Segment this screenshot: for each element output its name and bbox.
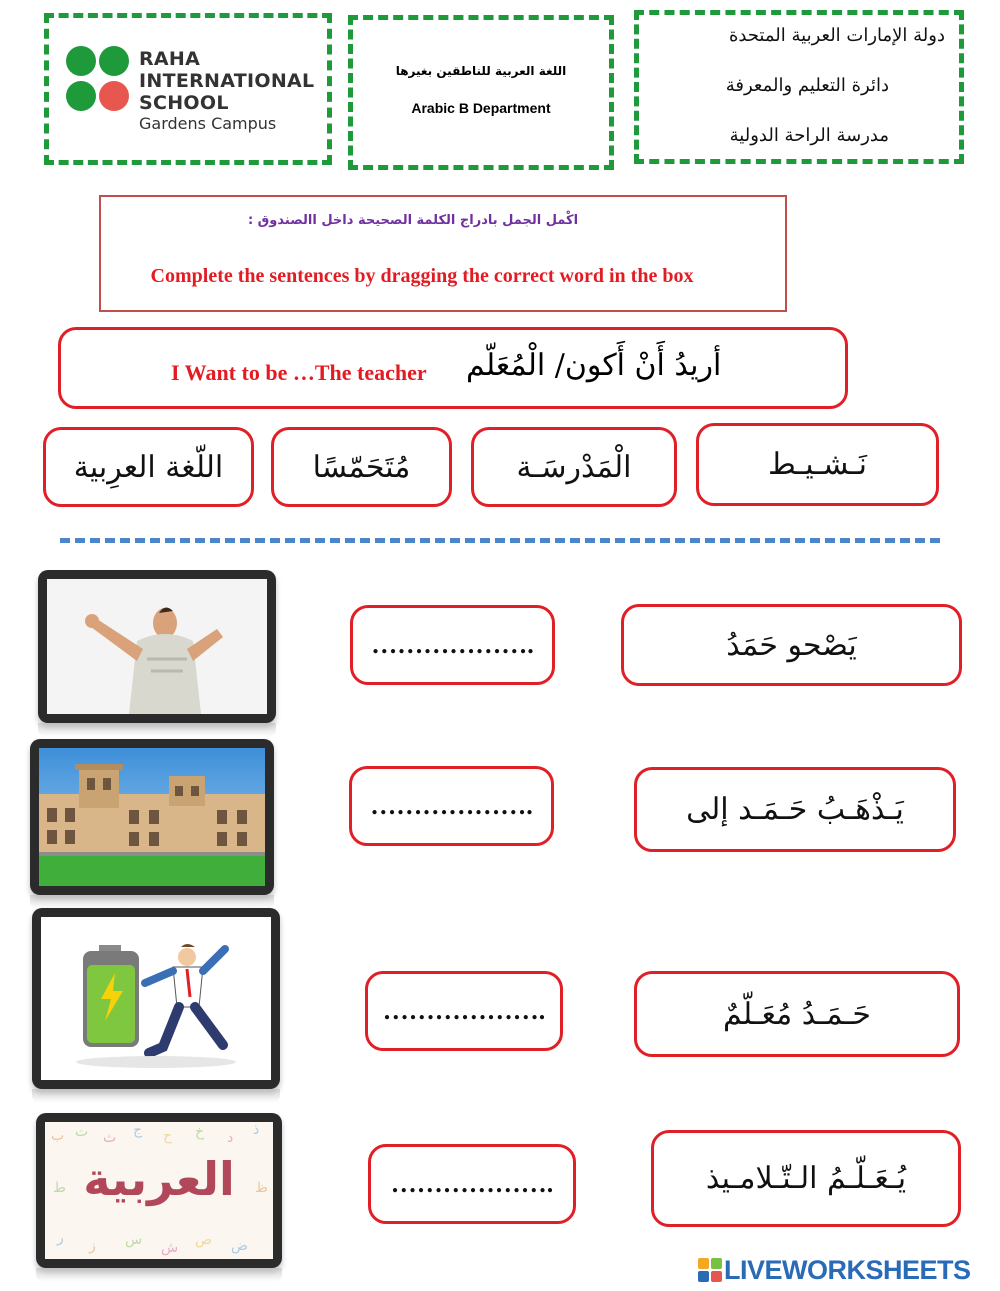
school-name-line1: RAHA (139, 48, 201, 70)
government-box (634, 10, 964, 164)
word-bank-label: مُتَحَمّسًا (312, 449, 411, 485)
battery-man-icon (41, 917, 271, 1080)
liveworksheets-brand: LIVEWORKSHEETS (724, 1254, 971, 1285)
answer-placeholder: ………………. (382, 996, 546, 1025)
school-name-line2: INTERNATIONAL (139, 70, 315, 92)
department-english: Arabic B Department (411, 100, 551, 116)
arabic-word-image-text: العربية (83, 1152, 235, 1206)
school-logo-box (44, 13, 332, 165)
logo-dot (99, 46, 129, 76)
example-box (58, 327, 848, 409)
section-separator (60, 538, 940, 543)
question-1-answer-drop[interactable] (350, 605, 555, 685)
question-3-sentence (634, 971, 960, 1057)
liveworksheets-logo[interactable] (698, 1255, 971, 1285)
svg-text:ر: ر (57, 1230, 64, 1246)
arabic-letters-icon (45, 1122, 273, 1259)
question-2-sentence (634, 767, 956, 852)
svg-text:ص: ص (195, 1232, 212, 1248)
word-bank-label: نَـشـيـط (767, 447, 867, 482)
sentence-text: يَـذْهَـبُ حَـمَـد إلى (686, 792, 904, 827)
svg-text:ظ: ظ (255, 1180, 268, 1196)
question-2-answer-drop[interactable] (349, 766, 554, 846)
word-bank-label: الْمَدْرسَـة (516, 449, 632, 485)
school-campus: Gardens Campus (139, 114, 277, 133)
word-bank-item-enthusiastic[interactable] (271, 427, 452, 507)
word-bank-item-active[interactable] (696, 423, 939, 506)
government-line2: دائرة التعليم والمعرفة (725, 75, 889, 96)
school-building-icon (39, 748, 265, 886)
svg-text:ح: ح (163, 1128, 173, 1144)
answer-placeholder: ………………. (370, 791, 533, 820)
logo-dot (66, 81, 96, 111)
logo-dot (66, 46, 96, 76)
svg-text:د: د (227, 1130, 234, 1146)
word-bank-item-school[interactable] (471, 427, 677, 507)
svg-text:ث: ث (103, 1130, 117, 1146)
government-line1: دولة الإمارات العربية المتحدة (728, 25, 945, 46)
school-logo-icon (66, 46, 130, 114)
instructions-box (99, 195, 787, 312)
school-name-line3: SCHOOL (139, 92, 229, 114)
svg-text:ت: ت (75, 1124, 89, 1140)
svg-text:ز: ز (89, 1238, 96, 1254)
government-line3: مدرسة الراحة الدولية (729, 125, 889, 146)
instructions-arabic: اكْمل الجمل بادراج الكلمة الصحيحة داخل االصندوق : (247, 213, 579, 228)
svg-text:ش: ش (161, 1240, 179, 1256)
sentence-text: يُـعَـلّـمُ الـتّـلامـيذ (705, 1161, 907, 1196)
sentence-text: يَصْحو حَمَدُ (726, 627, 857, 663)
example-english: I Want to be …The teacher (171, 360, 427, 385)
question-4-sentence (651, 1130, 961, 1227)
question-4-image-frame (36, 1113, 282, 1268)
svg-text:ض: ض (231, 1238, 248, 1254)
svg-text:ب: ب (51, 1128, 65, 1144)
man-stretching-icon (47, 579, 267, 714)
department-arabic: اللغة العربية للناطقين بغيرها (395, 64, 567, 78)
question-3-answer-drop[interactable] (365, 971, 563, 1051)
sentence-text: حَـمَـدُ مُعَـلّمٌ (723, 996, 871, 1032)
svg-text:ذ: ذ (253, 1122, 260, 1138)
question-1-sentence (621, 604, 962, 686)
school-name (139, 48, 314, 134)
question-2-image-frame (30, 739, 274, 895)
liveworksheets-mark-icon (698, 1258, 722, 1282)
answer-placeholder: ………………. (390, 1169, 554, 1198)
logo-dot (99, 81, 129, 111)
word-bank-label: اللّغة العرِبية (73, 449, 224, 485)
question-3-image-frame (32, 908, 280, 1089)
svg-text:ج: ج (133, 1122, 143, 1138)
svg-text:ط: ط (53, 1180, 66, 1196)
word-bank-item-arabic-language[interactable] (43, 427, 254, 507)
example-arabic: أريدُ أَنْ أَكون/ الْمُعَلّم (466, 348, 722, 383)
question-1-image-frame (38, 570, 276, 723)
svg-text:س: س (125, 1232, 143, 1248)
answer-placeholder: ………………. (371, 630, 534, 659)
department-box (348, 15, 614, 170)
question-4-answer-drop[interactable] (368, 1144, 576, 1224)
svg-text:خ: خ (195, 1124, 205, 1140)
instructions-english: Complete the sentences by dragging the correct word in the box (150, 265, 694, 287)
